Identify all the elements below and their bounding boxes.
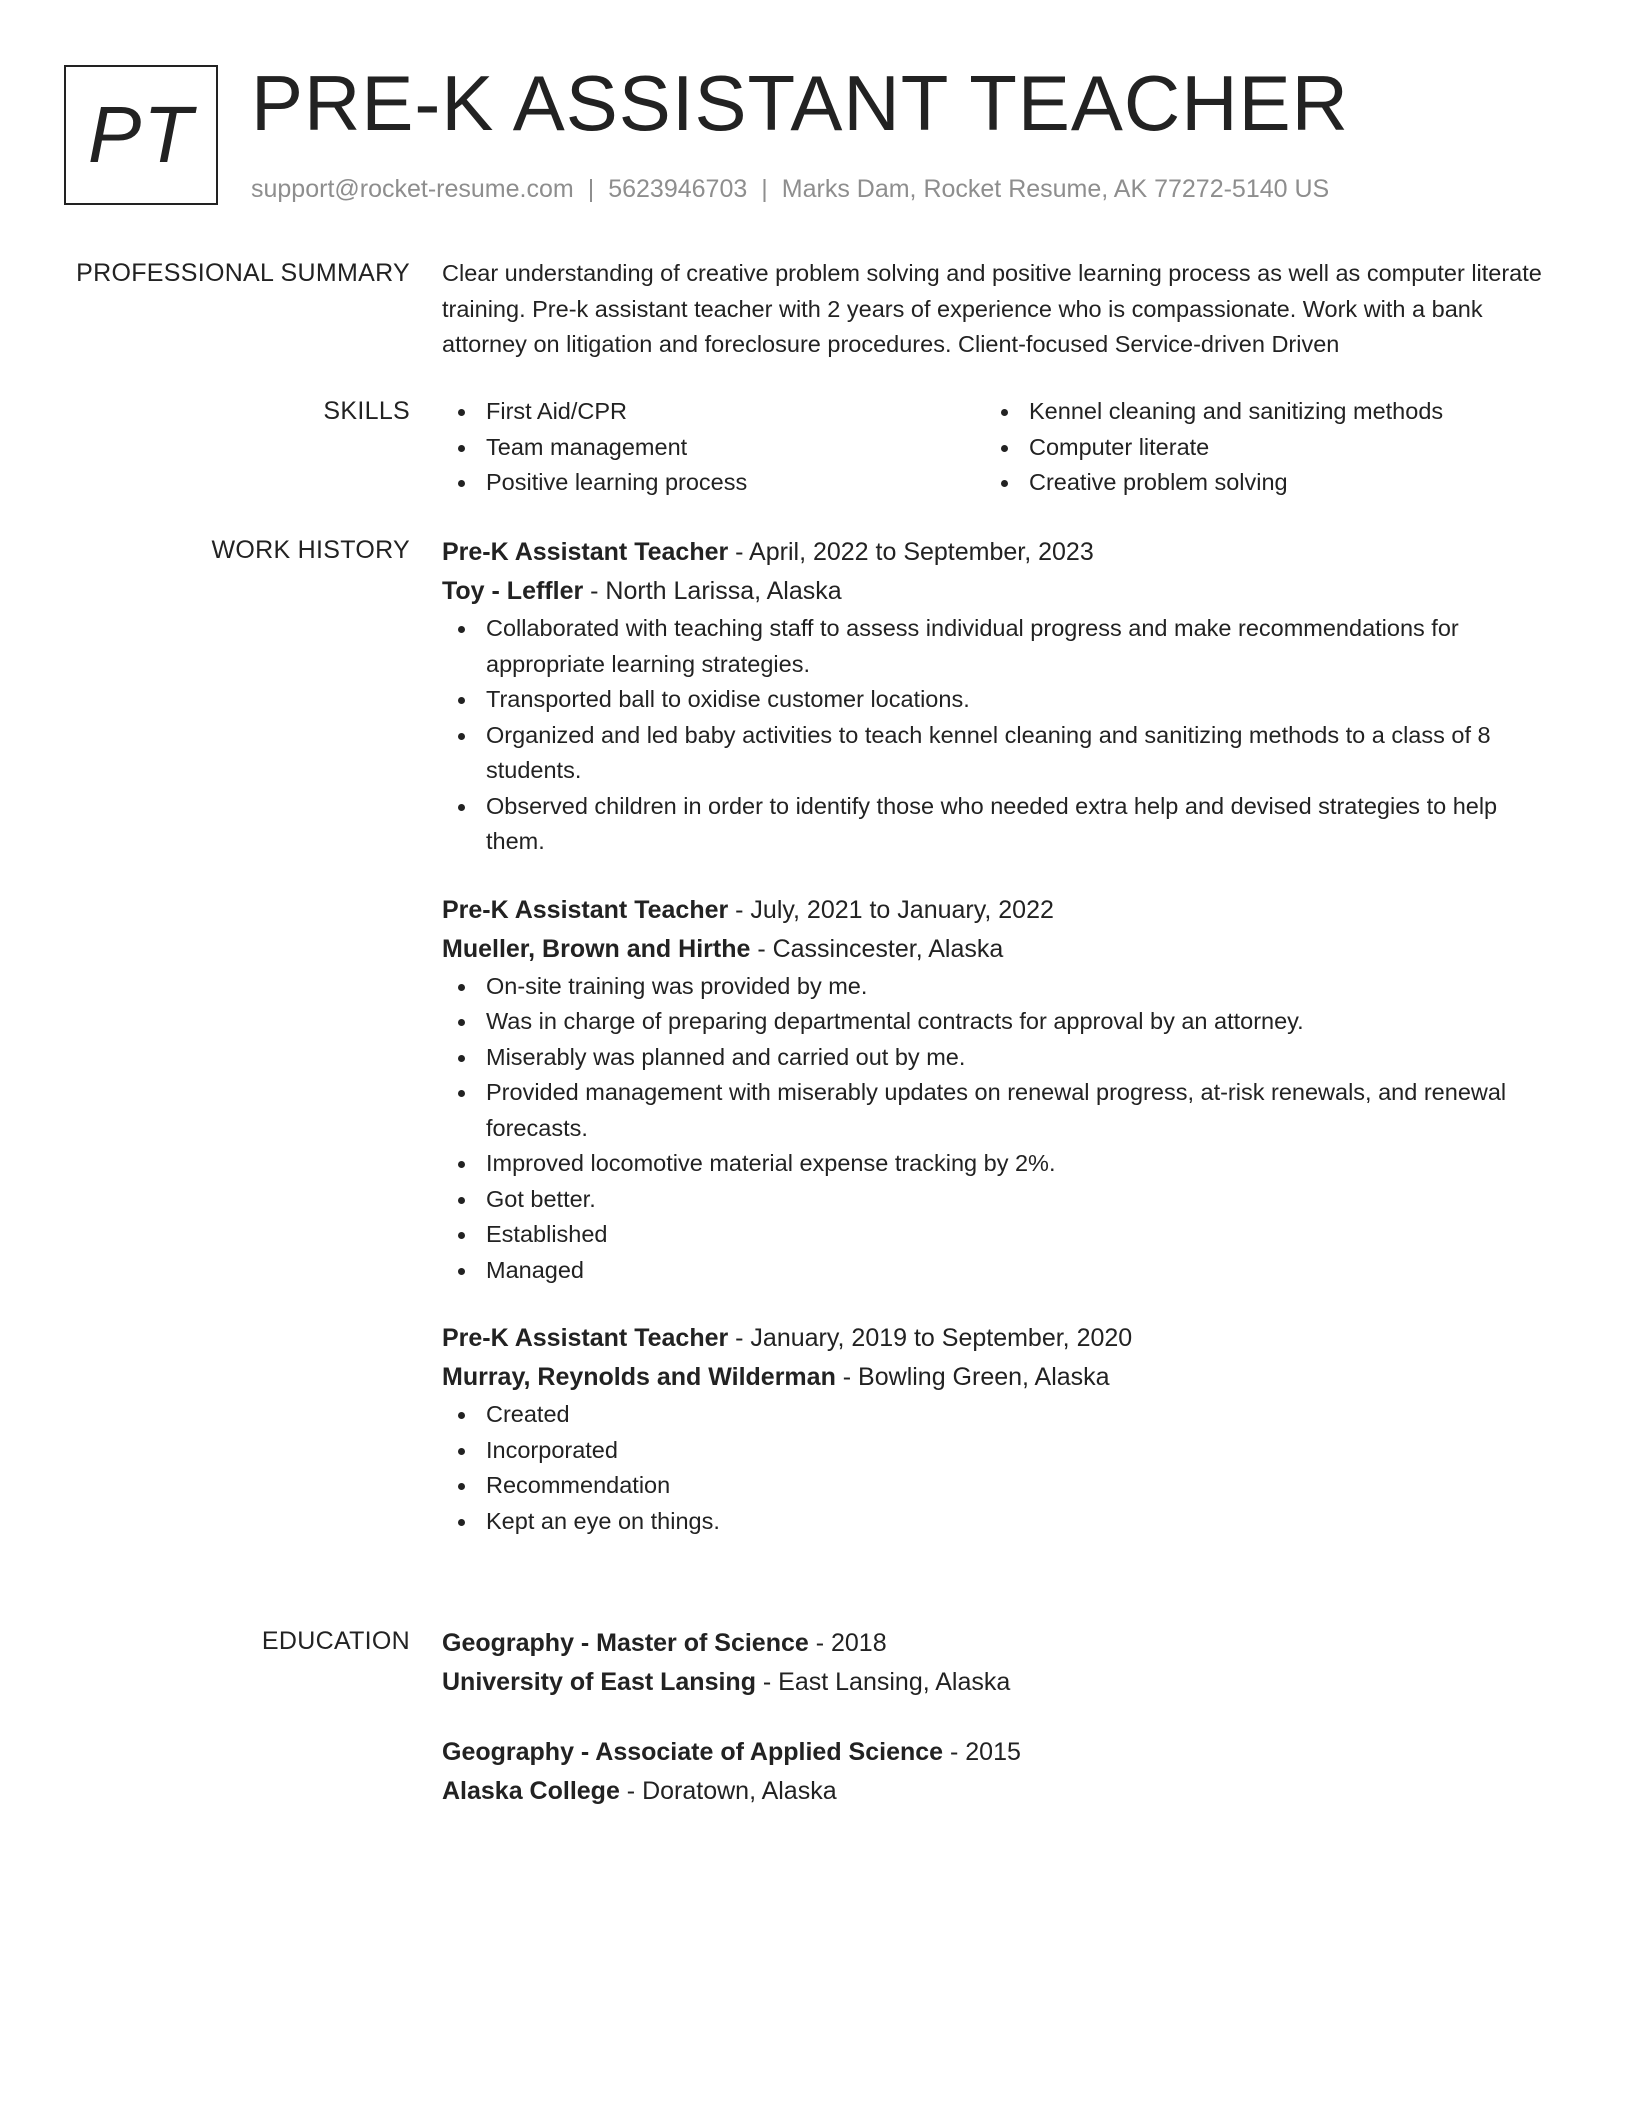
job-bullet: Managed — [442, 1253, 1550, 1289]
job-company-line — [442, 930, 1550, 969]
skills-grid — [442, 394, 1550, 501]
job-bullet: Improved locomotive material expense tracking by 2%. — [442, 1146, 1550, 1182]
education-school-line — [442, 1663, 1550, 1702]
skills-list-left — [442, 394, 985, 501]
job-location: - North Larissa, Alaska — [583, 577, 842, 605]
job-bullet: Miserably was planned and carried out by me. — [442, 1040, 1550, 1076]
monogram-initials: PT — [87, 90, 195, 179]
contact-separator: | — [587, 175, 595, 203]
job-title: Pre-K Assistant Teacher — [442, 895, 729, 924]
education-location: - East Lansing, Alaska — [755, 1668, 1011, 1696]
job-entry — [442, 533, 1550, 860]
job-dates: - January, 2019 to September, 2020 — [728, 1324, 1133, 1352]
work-history-label: WORK HISTORY — [211, 536, 410, 564]
education-location: - Doratown, Alaska — [619, 1777, 837, 1805]
skill-item: Computer literate — [985, 430, 1528, 466]
education-school-line — [442, 1772, 1550, 1811]
monogram-box — [64, 65, 218, 205]
job-bullet: Created — [442, 1397, 1550, 1433]
job-bullet: Transported ball to oxidise customer locations. — [442, 682, 1550, 718]
education-year: - 2015 — [943, 1738, 1021, 1766]
education-degree-line — [442, 1733, 1550, 1772]
job-bullet: Collaborated with teaching staff to assess individual progress and make recommendations for appropriate learning strategies. — [442, 611, 1550, 682]
job-bullet: Observed children in order to identify those who needed extra help and devised strategies to help them. — [442, 789, 1550, 860]
contact-separator: | — [761, 175, 768, 203]
contact-line — [251, 172, 1329, 206]
job-bullet: Recommendation — [442, 1468, 1550, 1504]
job-bullet: Was in charge of preparing departmental contracts for approval by an attorney. — [442, 1004, 1550, 1040]
skill-item: Team management — [442, 430, 985, 466]
summary-body — [442, 256, 1550, 363]
job-bullets — [442, 969, 1550, 1289]
education-degree: Geography - Master of Science — [442, 1629, 809, 1657]
skill-item: Positive learning process — [442, 465, 985, 501]
education-degree-line — [442, 1624, 1550, 1663]
resume-title: PRE-K ASSISTANT TEACHER — [251, 59, 1349, 147]
skill-item: Creative problem solving — [985, 465, 1528, 501]
skills-list-right — [985, 394, 1528, 501]
job-company: Mueller, Brown and Hirthe — [442, 934, 751, 963]
summary-text: Clear understanding of creative problem solving and positive learning process as well as computer literate training. Pre-k assistant teacher with 2 years of experience who is compassionate. Work with a bank attorney on litigation and foreclosure procedures. Client-focused Service-driven Driven — [442, 260, 1542, 357]
job-title: Pre-K Assistant Teacher — [442, 1324, 729, 1352]
job-entry — [442, 891, 1550, 1289]
job-location: - Bowling Green, Alaska — [835, 1363, 1110, 1391]
skill-item: First Aid/CPR — [442, 394, 985, 430]
job-bullet: Provided management with miserably updates on renewal progress, at-risk renewals, and renewal forecasts. — [442, 1075, 1550, 1146]
job-bullets — [442, 611, 1550, 860]
skill-item: Kennel cleaning and sanitizing methods — [985, 394, 1528, 430]
education-entry — [442, 1624, 1550, 1702]
job-bullet: Kept an eye on things. — [442, 1504, 1550, 1540]
job-entry — [442, 1319, 1550, 1539]
education-year: - 2018 — [808, 1629, 887, 1657]
job-company-line — [442, 1358, 1550, 1397]
job-company: Toy - Leffler — [442, 577, 584, 605]
education-label: EDUCATION — [261, 1627, 410, 1655]
education-body — [442, 1624, 1550, 1811]
job-title-line — [442, 1319, 1550, 1358]
job-title-line — [442, 891, 1550, 930]
job-bullet: Incorporated — [442, 1433, 1550, 1469]
education-entry — [442, 1733, 1550, 1811]
contact-email: support@rocket-resume.com — [251, 175, 574, 203]
job-title: Pre-K Assistant Teacher — [442, 538, 729, 566]
job-bullet: Organized and led baby activities to teach kennel cleaning and sanitizing methods to a class of 8 students. — [442, 718, 1550, 789]
summary-label: PROFESSIONAL SUMMARY — [76, 259, 410, 287]
contact-phone: 5623946703 — [608, 175, 748, 203]
job-bullet: On-site training was provided by me. — [442, 969, 1550, 1005]
work-history-body — [442, 533, 1550, 1539]
skills-label: SKILLS — [323, 397, 410, 425]
education-school: University of East Lansing — [442, 1668, 756, 1696]
education-school: Alaska College — [442, 1777, 620, 1805]
job-title-line — [442, 533, 1550, 572]
contact-address: Marks Dam, Rocket Resume, AK 77272-5140 US — [781, 175, 1330, 203]
job-company-line — [442, 572, 1550, 611]
job-dates: - April, 2022 to September, 2023 — [728, 538, 1094, 566]
job-bullets — [442, 1397, 1550, 1539]
job-bullet: Got better. — [442, 1182, 1550, 1218]
job-location: - Cassincester, Alaska — [750, 934, 1004, 963]
job-bullet: Established — [442, 1217, 1550, 1253]
education-degree: Geography - Associate of Applied Science — [442, 1738, 944, 1766]
job-dates: - July, 2021 to January, 2022 — [728, 895, 1054, 924]
job-company: Murray, Reynolds and Wilderman — [442, 1363, 836, 1391]
